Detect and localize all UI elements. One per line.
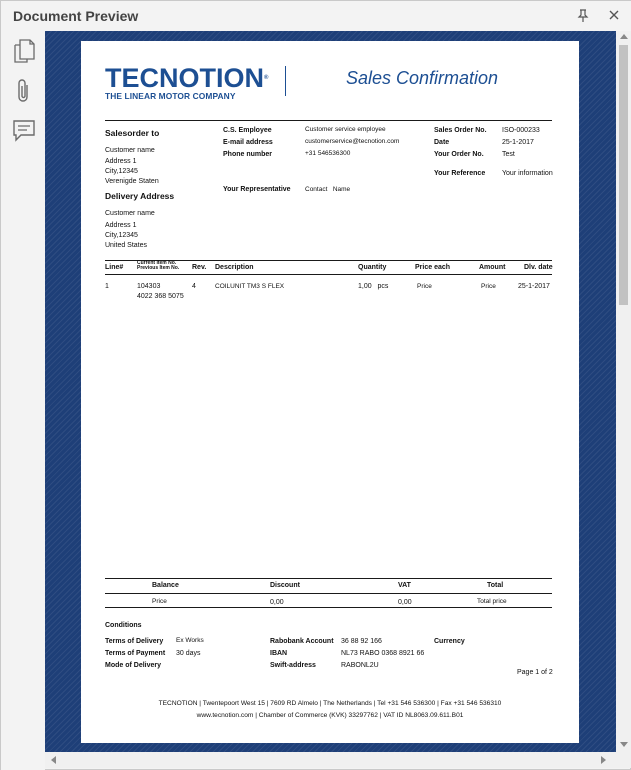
logo-tagline: THE LINEAR MOTOR COMPANY (105, 91, 236, 101)
scrollbar-corner (616, 752, 631, 768)
balance-value: Price (152, 598, 167, 605)
sidebar (1, 31, 45, 770)
cs-employee-label: C.S. Employee (223, 127, 272, 134)
date-value: 25-1-2017 (502, 139, 534, 146)
terms-payment-value: 30 days (176, 650, 201, 657)
cell-description: COILUNIT TM3 S FLEX (215, 283, 285, 290)
totals-mid-rule (105, 593, 552, 594)
salesorder-to-line: Verenigde Staten (105, 178, 159, 185)
terms-delivery-value: Ex Works (176, 637, 204, 644)
document-viewer[interactable] (45, 31, 616, 752)
scroll-down-icon[interactable] (620, 742, 628, 747)
iban-value: NL73 RABO 0368 8921 66 (341, 650, 425, 657)
conditions-heading: Conditions (105, 622, 142, 629)
bank-value: 36 88 92 166 (341, 638, 382, 645)
pages-icon[interactable] (11, 37, 37, 65)
your-order-label: Your Order No. (434, 151, 484, 158)
table-header-rule (105, 274, 552, 275)
discount-value: 0,00 (270, 599, 284, 606)
cell-rev: 4 (192, 283, 196, 290)
swift-label: Swift-address (270, 662, 316, 669)
your-reference-value: Your information (502, 170, 553, 177)
currency-label: Currency (434, 638, 465, 645)
sales-order-label: Sales Order No. (434, 127, 487, 134)
cell-price-each: Price (417, 283, 432, 290)
phone-value: +31 546536300 (305, 150, 351, 157)
paperclip-icon[interactable] (11, 77, 37, 105)
close-icon[interactable] (607, 8, 621, 22)
phone-label: Phone number (223, 151, 273, 158)
representative-label: Your Representative (223, 186, 291, 193)
footer-address: TECNOTION | Twentepoort West 15 | 7609 RD Almelo | The Netherlands | Tel +31 546 536300 | Fax +31 546 536310 (158, 700, 502, 707)
cell-line: 1 (105, 283, 109, 290)
col-amount: Amount (479, 264, 506, 271)
delivery-address-line: Address 1 (105, 222, 137, 229)
delivery-address-line: City,12345 (105, 232, 138, 239)
logo-text: TECNOTION (105, 63, 264, 93)
document-title: Sales Confirmation (346, 68, 499, 88)
discount-label: Discount (270, 582, 300, 589)
col-dlv-date: Dlv. date (524, 264, 553, 271)
page-indicator: Page 1 of 2 (517, 669, 553, 676)
salesorder-to-line: City,12345 (105, 168, 138, 175)
salesorder-to-line: Customer name (105, 147, 155, 154)
logo-registered: ® (264, 75, 269, 81)
footer-registration: www.tecnotion.com | Chamber of Commerce (KVK) 33297762 | VAT ID NL8063.09.611.B01 (196, 712, 464, 719)
terms-delivery-label: Terms of Delivery (105, 638, 164, 645)
panel-titlebar (1, 1, 631, 31)
cell-amount: Price (481, 283, 496, 290)
your-order-value: Test (502, 151, 515, 158)
vat-label: VAT (398, 582, 411, 589)
mode-delivery-label: Mode of Delivery (105, 662, 162, 669)
email-value: customerservice@tecnotion.com (305, 138, 400, 145)
iban-label: IBAN (270, 650, 288, 657)
header-rule (105, 120, 552, 121)
cell-quantity: 1,00 pcs (358, 283, 389, 290)
vertical-scrollbar[interactable] (616, 31, 631, 752)
pin-icon[interactable] (577, 9, 589, 23)
document-page (81, 41, 579, 743)
col-rev: Rev. (192, 264, 207, 271)
col-price-each: Price each (415, 264, 451, 271)
total-value: Total price (477, 598, 507, 605)
col-line: Line# (105, 264, 124, 271)
cell-dlv-date: 25-1-2017 (518, 283, 550, 290)
comment-icon[interactable] (11, 117, 37, 145)
delivery-address-heading: Delivery Address (105, 191, 175, 201)
totals-top-rule (105, 578, 552, 579)
email-label: E-mail address (223, 139, 273, 146)
swift-value: RABONL2U (341, 662, 379, 669)
representative-value: Contact Name (305, 186, 351, 193)
scroll-right-icon[interactable] (601, 756, 606, 764)
panel-title: Document Preview (13, 8, 139, 24)
total-label: Total (487, 582, 504, 589)
cell-item-previous: 4022 368 5075 (137, 293, 184, 300)
col-description: Description (215, 264, 254, 271)
header-divider (285, 66, 286, 96)
date-label: Date (434, 139, 450, 146)
balance-label: Balance (152, 582, 179, 589)
vertical-scroll-thumb[interactable] (619, 45, 628, 305)
sales-order-value: ISO-000233 (502, 127, 540, 134)
col-quantity: Quantity (358, 264, 387, 271)
horizontal-scrollbar[interactable] (45, 752, 616, 768)
vat-value: 0,00 (398, 599, 412, 606)
bank-label: Rabobank Account (270, 638, 334, 645)
scroll-up-icon[interactable] (620, 34, 628, 39)
col-item-current: Current Item No. (137, 260, 177, 266)
delivery-address-line: United States (105, 242, 148, 249)
company-logo (105, 63, 269, 101)
totals-bottom-rule (105, 607, 552, 608)
terms-payment-label: Terms of Payment (105, 650, 166, 657)
cs-employee-value: Customer service employee (305, 126, 386, 133)
your-reference-label: Your Reference (434, 170, 486, 177)
col-item-previous: Previous Item No. (137, 265, 180, 271)
scroll-left-icon[interactable] (51, 756, 56, 764)
salesorder-to-line: Address 1 (105, 158, 137, 165)
cell-item-current: 104303 (137, 283, 161, 290)
delivery-address-line: Customer name (105, 210, 155, 217)
salesorder-to-heading: Salesorder to (105, 128, 160, 138)
